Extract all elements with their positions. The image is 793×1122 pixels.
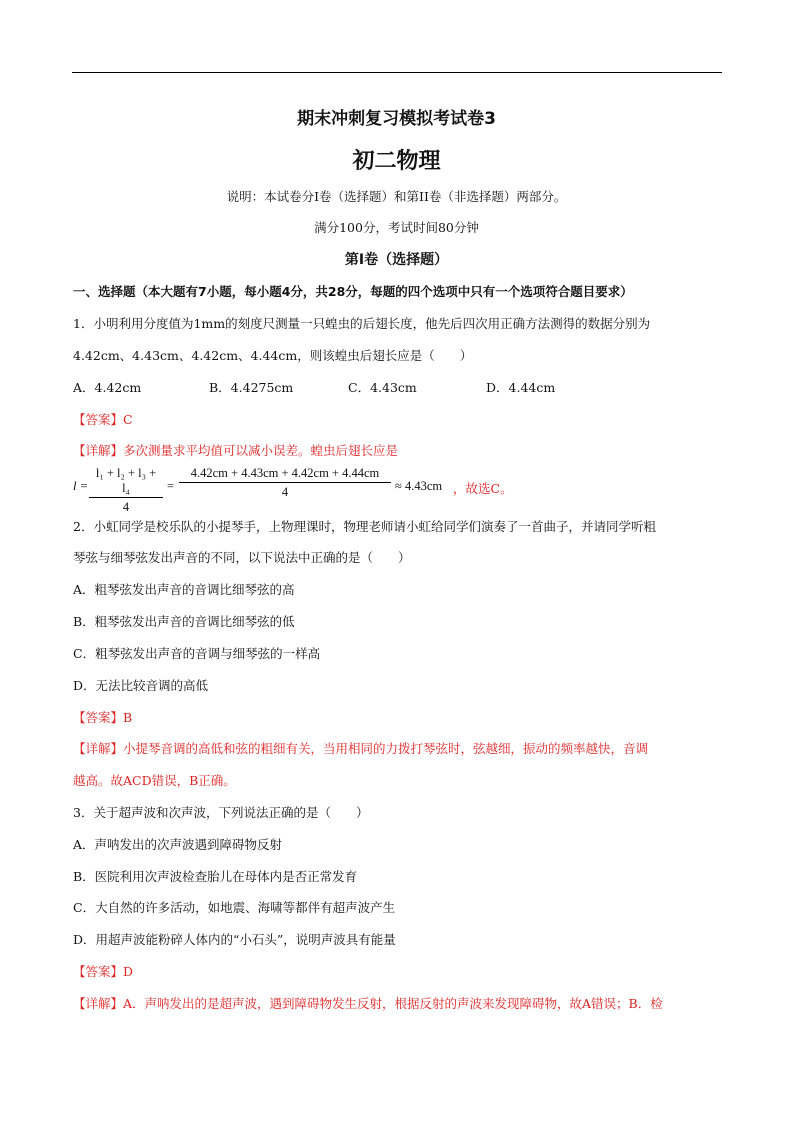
q2-option-c: C．粗琴弦发出声音的音调与细琴弦的一样高 [73,646,321,661]
q3-option-b: B．医院利用次声波检查胎儿在母体内是否正常发育 [73,869,358,884]
q1-option-a: A．4.42cm [73,380,142,395]
header-rule [72,72,722,73]
exam-title: 期末冲刺复习模拟考试卷3 [297,109,496,129]
q3-detail-line1: 【详解】A．声呐发出的是超声波，遇到障碍物发生反射，根据反射的声波来发现障碍物，故A错误；B．检 [73,996,663,1011]
formula-fraction-2 [179,466,391,500]
score-time-note: 满分100分，考试时间80分钟 [314,220,479,235]
q1-answer: 【答案】C [73,412,133,427]
q3-stem: 3．关于超声波和次声波，下列说法正确的是（ ） [73,805,369,820]
q2-option-b: B．粗琴弦发出声音的音调比细琴弦的低 [73,614,295,629]
formula-frac1-numerator: l₁ + l₂ + l₃ + l₄ [89,466,163,498]
q1-stem-line1: 1．小明利用分度值为1mm的刻度尺测量一只蝗虫的后翅长度，他先后四次用正确方法测得的数据分别为 [73,316,651,331]
q2-stem-line1: 2．小虹同学是校乐队的小提琴手，上物理课时，物理老师请小虹给同学们演奏了一首曲子，并请同学听粗 [73,519,656,534]
q1-stem-line2: 4.42cm、4.43cm、4.42cm、4.44cm，则该蝗虫后翅长应是（ ） [73,348,473,363]
q3-answer: 【答案】D [73,964,134,979]
section-title: 一、选择题（本大题有7小题，每小题4分，共28分，每题的四个选项中只有一个选项符合题目要求） [73,284,633,299]
q1-option-d: D．4.44cm [486,380,556,395]
volume-title: 第Ⅰ卷（选择题） [344,252,449,268]
q2-detail-line1: 【详解】小提琴音调的高低和弦的粗细有关，当用相同的力拨打琴弦时，弦越细，振动的频率越快，音调 [73,741,649,756]
q1-formula [73,466,723,514]
q1-option-b: B．4.4275cm [209,380,294,395]
q3-option-a: A．声呐发出的次声波遇到障碍物反射 [73,837,283,852]
q3-option-c: C．大自然的许多活动，如地震、海啸等都伴有超声波产生 [73,900,396,915]
formula-frac2-numerator: 4.42cm + 4.43cm + 4.42cm + 4.44cm [179,466,391,483]
formula-fraction-1 [89,466,163,515]
formula-conclusion: ，故选C。 [453,481,513,496]
exam-note: 说明：本试卷分I卷（选择题）和第II卷（非选择题）两部分。 [226,189,567,204]
formula-equals: = [167,479,175,493]
q3-option-d: D．用超声波能粉碎人体内的“小石头”，说明声波具有能量 [73,932,396,947]
q1-option-c: C．4.43cm [348,380,417,395]
q2-stem-line2: 琴弦与细琴弦发出声音的不同，以下说法中正确的是（ ） [73,550,411,565]
formula-lhs: l = [73,479,89,493]
formula-frac2-denominator: 4 [281,485,289,499]
q2-option-a: A．粗琴弦发出声音的音调比细琴弦的高 [73,582,295,597]
formula-result: ≈ 4.43cm [395,479,443,493]
subject-title: 初二物理 [352,149,441,174]
q1-detail: 【详解】多次测量求平均值可以减小误差。蝗虫后翅长应是 [73,443,399,458]
formula-frac1-denominator: 4 [122,500,130,514]
q2-detail-line2: 越高。故ACD错误，B正确。 [73,773,236,788]
q2-option-d: D．无法比较音调的高低 [73,678,209,693]
q2-answer: 【答案】B [73,710,133,725]
